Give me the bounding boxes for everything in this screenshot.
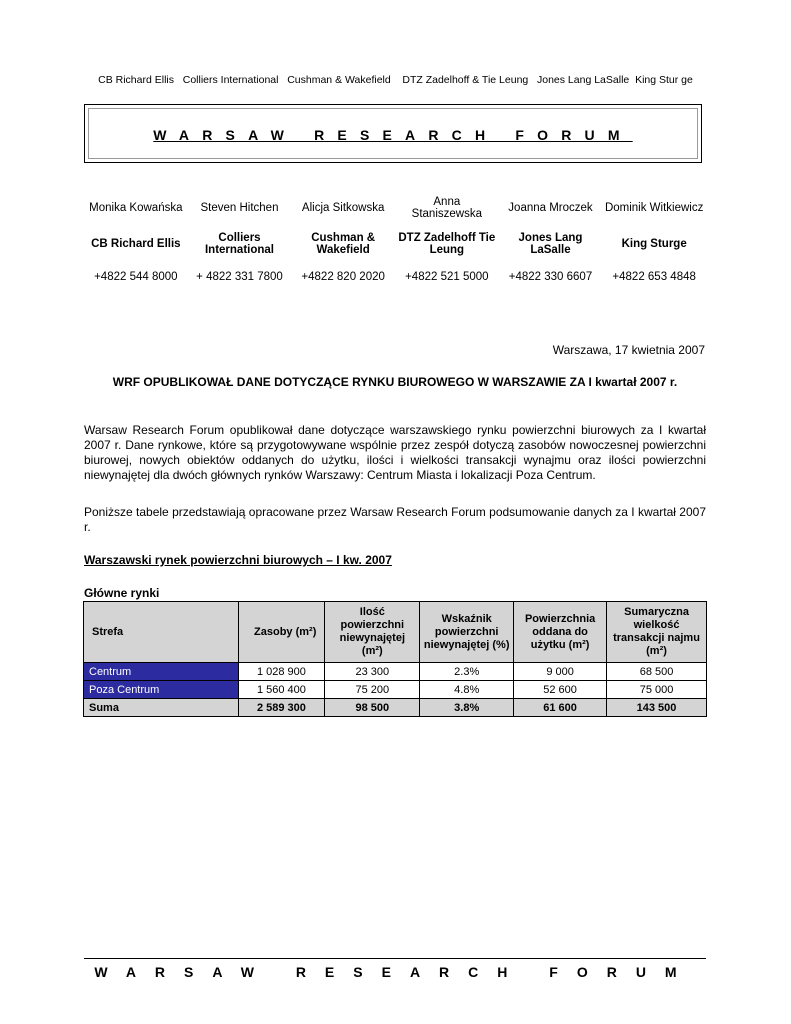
contact-name: Joanna Mroczek <box>508 202 593 214</box>
footer-title: WARSAW RESEARCH FORUM <box>94 964 696 980</box>
zone-cell: Poza Centrum <box>84 681 239 699</box>
contact-name: Monika Kowańska <box>89 202 183 214</box>
office-market-table <box>83 601 707 717</box>
contact-company: Cushman & Wakefield <box>311 232 376 256</box>
title-banner <box>84 104 702 163</box>
total-cell: 98 500 <box>325 699 420 717</box>
document-date: Warszawa, 17 kwietnia 2007 <box>552 343 705 357</box>
table-cell: 4.8% <box>420 681 514 699</box>
column-header: Powierzchnia oddana do użytku (m²) <box>514 602 607 663</box>
contact-phone: + 4822 331 7800 <box>196 271 283 283</box>
footer-divider <box>84 958 706 959</box>
contact-phone: +4822 521 5000 <box>405 271 489 283</box>
total-cell: 61 600 <box>514 699 607 717</box>
contacts-grid <box>84 190 706 292</box>
section-title: Warszawski rynek powierzchni biurowych – I kw. 2007 <box>84 553 392 567</box>
zone-cell: Centrum <box>84 663 239 681</box>
total-label-cell: Suma <box>84 699 239 717</box>
contact-company: DTZ Zadelhoff Tie Leung <box>398 232 496 256</box>
forum-title: WARSAW RESEARCH FORUM <box>153 127 633 143</box>
headline: WRF OPUBLIKOWAŁ DANE DOTYCZĄCE RYNKU BIUROWEGO W WARSZAWIE ZA I kwartał 2007 r. <box>112 375 678 389</box>
summary-paragraph: Poniższe tabele przedstawiają opracowane przez Warsaw Research Forum podsumowanie danych za I kwartał 2007 r. <box>84 505 706 534</box>
contact-phone: +4822 820 2020 <box>301 271 385 283</box>
table-cell: 52 600 <box>514 681 607 699</box>
table-cell: 1 028 900 <box>238 663 325 681</box>
table-total-row <box>84 699 707 717</box>
companies-line: CB Richard Ellis Colliers International Cushman & Wakefield DTZ Zadelhoff & Tie Leung Jones Lang LaSalle King Stur ge <box>98 74 693 86</box>
contact-company: King Sturge <box>621 238 687 250</box>
table-cell: 68 500 <box>607 663 707 681</box>
column-header: Sumaryczna wielkość transakcji najmu (m²) <box>607 602 707 663</box>
table-cell: 23 300 <box>325 663 420 681</box>
contact-phone: +4822 653 4848 <box>612 271 696 283</box>
table-cell: 1 560 400 <box>238 681 325 699</box>
contact-name: Dominik Witkiewicz <box>604 202 704 214</box>
contact-phone: +4822 330 6607 <box>508 271 593 283</box>
contact-company: Jones Lang LaSalle <box>518 232 583 256</box>
table-row <box>84 681 707 699</box>
total-cell: 143 500 <box>607 699 707 717</box>
table-title: Główne rynki <box>84 586 160 600</box>
table-cell: 75 000 <box>607 681 707 699</box>
column-header: Ilość powierzchni niewynajętej (m²) <box>325 602 420 663</box>
table-cell: 75 200 <box>325 681 420 699</box>
intro-paragraph: Warsaw Research Forum opublikował dane dotyczące warszawskiego rynku powierzchni biurowych za I kwartał 2007 r. Dane rynkowe, które są przygotowywane wspólnie przez zespół dotyczą zasobów nowoczesnej powierzchni biurowej, nowych obiektów oddanych do użytku, ilości i wielkości transakcji wynajmu oraz ilości powierzchni niewynajętej dla dwóch głównych rynków Warszawy: Centrum Miasta i lokalizacji Poza Centrum. <box>84 423 706 482</box>
contact-company: Colliers International <box>204 232 274 256</box>
contact-name: Alicja Sitkowska <box>301 202 385 214</box>
contact-name: Steven Hitchen <box>200 202 279 214</box>
contact-phone: +4822 544 8000 <box>94 271 178 283</box>
total-cell: 2 589 300 <box>238 699 325 717</box>
contact-company: CB Richard Ellis <box>91 238 181 250</box>
column-header: Zasoby (m²) <box>238 602 325 663</box>
table-cell: 2.3% <box>420 663 514 681</box>
column-header: Strefa <box>84 602 239 663</box>
table-header-row <box>84 602 707 663</box>
contact-name: Anna Staniszewska <box>411 196 482 220</box>
table-row <box>84 663 707 681</box>
total-cell: 3.8% <box>420 699 514 717</box>
table-cell: 9 000 <box>514 663 607 681</box>
column-header: Wskaźnik powierzchni niewynajętej (%) <box>420 602 514 663</box>
